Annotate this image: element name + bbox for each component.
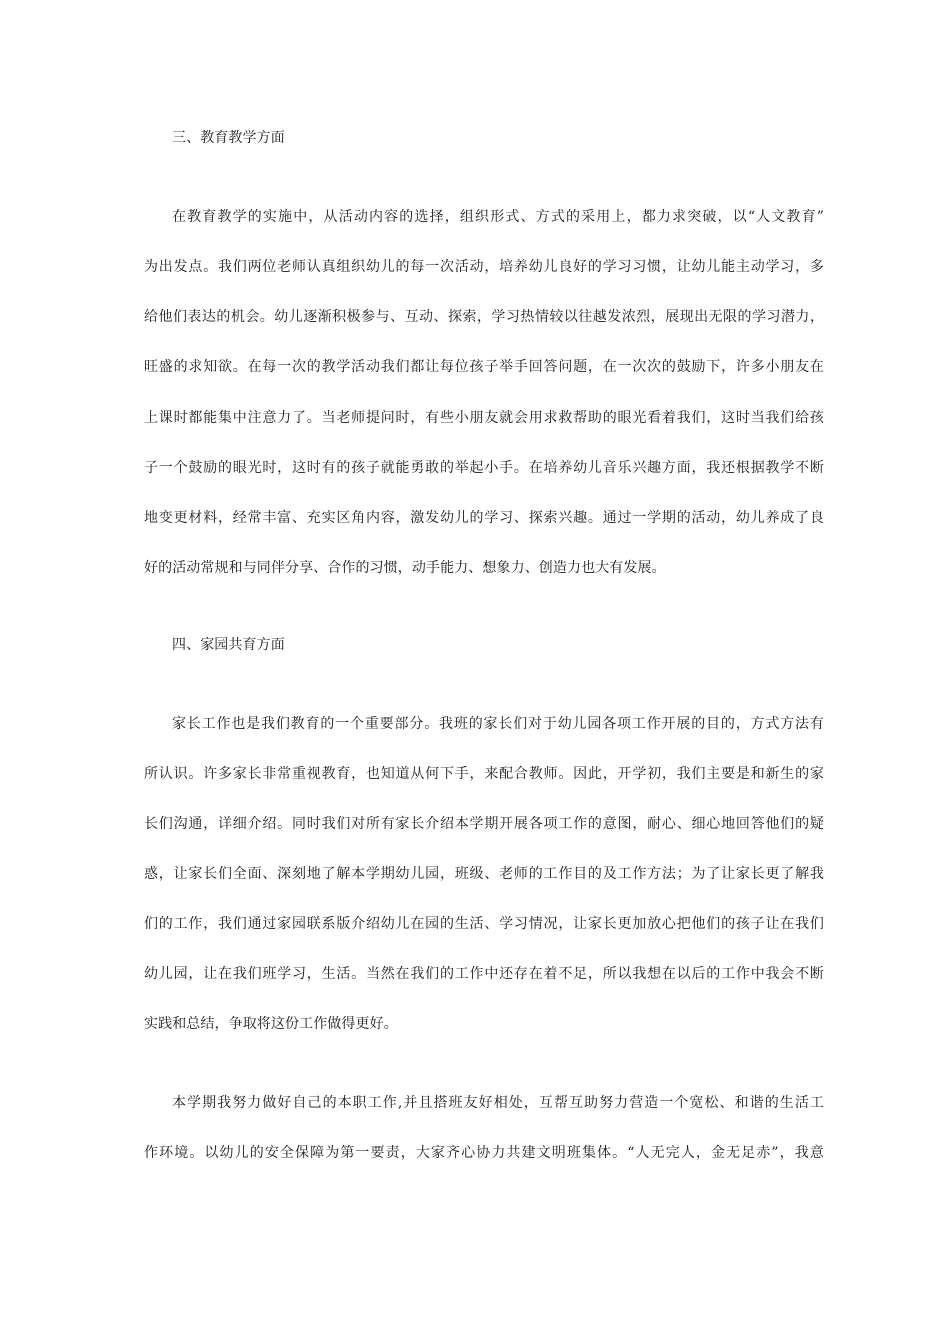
text-line: 作环境。以幼儿的安全保障为第一要责，大家齐心协力共建文明班集体。“人无完人，金无足赤”，我意 <box>144 1145 824 1161</box>
text-line: 本学期我努力做好自己的本职工作,并且搭班友好相处，互帮互助努力营造一个宽松、和谐的生活工 <box>172 1095 824 1111</box>
text-line: 幼儿园，让在我们班学习，生活。当然在我们的工作中还存在着不足，所以我想在以后的工作中我会不断 <box>144 966 824 982</box>
text-line: 上课时都能集中注意力了。当老师提问时，有些小朋友就会用求救帮助的眼光看着我们，这时当我们给孩 <box>144 410 824 426</box>
text-line: 给他们表达的机会。幼儿逐渐积极参与、互动、探索，学习热情较以往越发浓烈，展现出无限的学习潜力， <box>144 309 824 325</box>
text-line: 在教育教学的实施中，从活动内容的选择，组织形式、方式的采用上，都力求突破，以“人文教育” <box>172 209 824 225</box>
section-heading: 四、家园共育方面 <box>172 637 285 653</box>
text-line: 旺盛的求知欲。在每一次的教学活动我们都让每位孩子举手回答问题，在一次次的鼓励下，许多小朋友在 <box>144 359 824 375</box>
text-line: 所认识。许多家长非常重视教育，也知道从何下手，来配合教师。因此，开学初，我们主要是和新生的家 <box>144 766 824 782</box>
text-line: 家长工作也是我们教育的一个重要部分。我班的家长们对于幼儿园各项工作开展的目的，方式方法有 <box>172 716 824 732</box>
text-line: 惑，让家长们全面、深刻地了解本学期幼儿园，班级、老师的工作目的及工作方法；为了让家长更了解我 <box>144 866 824 882</box>
text-line: 实践和总结，争取将这份工作做得更好。 <box>144 1016 398 1032</box>
text-line: 子一个鼓励的眼光时，这时有的孩子就能勇敢的举起小手。在培养幼儿音乐兴趣方面，我还根据教学不断 <box>144 460 824 476</box>
text-line: 为出发点。我们两位老师认真组织幼儿的每一次活动，培养幼儿良好的学习习惯，让幼儿能主动学习，多 <box>144 259 824 275</box>
section-heading: 三、教育教学方面 <box>172 130 285 146</box>
text-line: 们的工作，我们通过家园联系版介绍幼儿在园的生活、学习情况，让家长更加放心把他们的孩子让在我们 <box>144 916 824 932</box>
text-line: 地变更材料，经常丰富、充实区角内容，激发幼儿的学习、探索兴趣。通过一学期的活动，幼儿养成了良 <box>144 510 824 526</box>
text-line: 好的活动常规和与同伴分享、合作的习惯，动手能力、想象力、创造力也大有发展。 <box>144 560 666 576</box>
text-line: 长们沟通，详细介绍。同时我们对所有家长介绍本学期开展各项工作的意图，耐心、细心地回答他们的疑 <box>144 816 824 832</box>
